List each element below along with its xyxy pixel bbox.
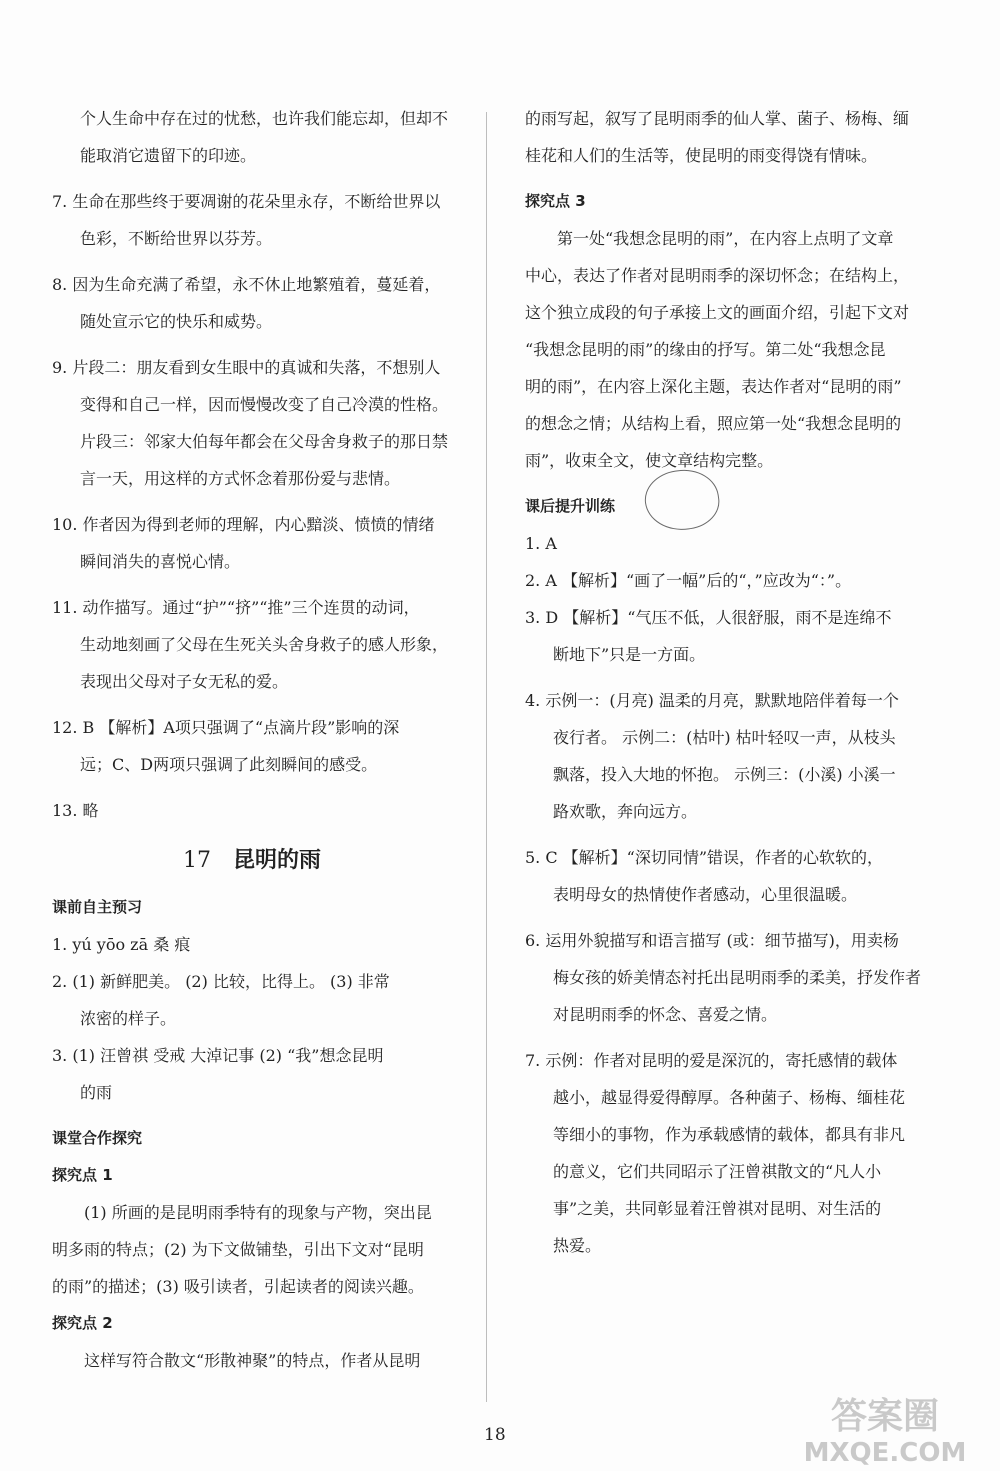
answer-item-13 xyxy=(52,792,452,829)
text-line: 的雨 xyxy=(80,1083,113,1102)
text-line: 变得和自己一样，因而慢慢改变了自己冷漠的性格。 xyxy=(80,395,449,414)
probe-title-3: 探究点 3 xyxy=(525,192,586,210)
chapter-title: 昆明的雨 xyxy=(232,848,321,873)
text-line: 中心，表达了作者对昆明雨季的深切怀念；在结构上， xyxy=(525,266,910,285)
answer-item-11 xyxy=(52,589,452,700)
text-line: 桂花和人们的生活等，使昆明的雨变得饶有情味。 xyxy=(525,146,878,165)
probe-1-text xyxy=(52,1194,452,1305)
chapter-heading xyxy=(52,837,452,885)
right-column xyxy=(525,100,925,1264)
section-title-classroom: 课堂合作探究 xyxy=(52,1129,143,1147)
text-line: 8. 因为生命充满了希望，永不休止地繁殖着，蔓延着， xyxy=(52,275,441,294)
text-line: 的雨”的描述；(3) 吸引读者，引起读者的阅读兴趣。 xyxy=(52,1277,424,1296)
chapter-number: 17 xyxy=(182,848,211,873)
left-top-lines xyxy=(52,100,452,174)
left-column xyxy=(52,100,452,1379)
text-line: 2. (1) 新鲜肥美。 (2) 比较，比得上。 (3) 非常 xyxy=(52,972,390,991)
text-line: 色彩，不断给世界以芬芳。 xyxy=(80,229,273,248)
text-line: (1) 所画的是昆明雨季特有的现象与产物，突出昆 xyxy=(84,1203,432,1222)
text-line: 远；C、D两项只强调了此刻瞬间的感受。 xyxy=(80,755,378,774)
text-line: 雨”，收束全文，使文章结构完整。 xyxy=(525,451,774,470)
text-line: 飘落，投入大地的怀抱。 示例三：(小溪) 小溪一 xyxy=(553,765,896,784)
training-item-3 xyxy=(525,599,925,673)
text-line: 夜行者。 示例二：(枯叶) 枯叶轻叹一声，从枝头 xyxy=(553,728,896,747)
text-line: 热爱。 xyxy=(553,1236,602,1255)
answer-item-10 xyxy=(52,506,452,580)
text-line: 越小，越显得爱得醇厚。各种菌子、杨梅、缅桂花 xyxy=(553,1088,906,1107)
answer-item-7 xyxy=(52,183,452,257)
page-number: 18 xyxy=(484,1425,506,1445)
text-line: 7. 生命在那些终于要凋谢的花朵里永存，不断给世界以 xyxy=(52,192,441,211)
section-title-after-class: 课后提升训练 xyxy=(525,497,616,515)
text-line: 这个独立成段的句子承接上文的画面介绍，引起下文对 xyxy=(525,303,910,322)
text-line: 明的雨”，在内容上深化主题，表达作者对“昆明的雨” xyxy=(525,377,902,396)
text-line: 1. A xyxy=(525,534,557,553)
text-line: 断地下”只是一方面。 xyxy=(553,645,706,664)
text-line: 事”之美，共同彰显着汪曾祺对昆明、对生活的 xyxy=(553,1199,882,1218)
text-line: 的雨写起，叙写了昆明雨季的仙人掌、菌子、杨梅、缅 xyxy=(525,109,910,128)
text-line: 12. B 【解析】A项只强调了“点滴片段”影响的深 xyxy=(52,718,400,737)
probe-title-1: 探究点 1 xyxy=(52,1166,113,1184)
training-item-1 xyxy=(525,525,925,562)
watermark-top-text: 答案圈 xyxy=(830,1396,939,1437)
training-item-5 xyxy=(525,839,925,913)
text-line: 的意义，它们共同昭示了汪曾祺散文的“凡人小 xyxy=(553,1162,882,1181)
text-line: 对昆明雨季的怀念、喜爱之情。 xyxy=(553,1005,778,1024)
preview-item-3 xyxy=(52,1037,452,1111)
text-line: 2. A 【解析】“画了一幅”后的“，”应改为“：”。 xyxy=(525,571,852,590)
answer-item-8 xyxy=(52,266,452,340)
text-line: 明多雨的特点；(2) 为下文做铺垫，引出下文对“昆明 xyxy=(52,1240,424,1259)
text-line: 梅女孩的娇美情态衬托出昆明雨季的柔美，抒发作者 xyxy=(553,968,922,987)
text-line: 的想念之情；从结构上看，照应第一处“我想念昆明的 xyxy=(525,414,902,433)
training-item-7 xyxy=(525,1042,925,1264)
text-line: 瞬间消失的喜悦心情。 xyxy=(80,552,241,571)
probe-title-2: 探究点 2 xyxy=(52,1314,113,1332)
text-line: 个人生命中存在过的忧愁，也许我们能忘却，但却不 xyxy=(80,109,449,128)
training-item-6 xyxy=(525,922,925,1033)
text-line: “我想念昆明的雨”的缘由的抒写。第二处“我想念昆 xyxy=(525,340,886,359)
text-line: 3. (1) 汪曾祺 受戒 大淖记事 (2) “我”想念昆明 xyxy=(52,1046,384,1065)
right-top-lines xyxy=(525,100,925,174)
text-line: 这样写符合散文“形散神聚”的特点，作者从昆明 xyxy=(84,1351,421,1370)
text-line: 6. 运用外貌描写和语言描写 (或：细节描写)，用卖杨 xyxy=(525,931,899,950)
column-divider xyxy=(486,112,487,1402)
answer-item-12 xyxy=(52,709,452,783)
text-line: 片段三：邻家大伯每年都会在父母舍身救子的那日禁 xyxy=(80,432,449,451)
text-line: 13. 略 xyxy=(52,801,99,820)
preview-item-1 xyxy=(52,926,452,963)
text-line: 言一天，用这样的方式怀念着那份爱与悲情。 xyxy=(80,469,401,488)
text-line: 生动地刻画了父母在生死关头舍身救子的感人形象， xyxy=(80,635,449,654)
text-line: 随处宣示它的快乐和威势。 xyxy=(80,312,273,331)
section-title-preview: 课前自主预习 xyxy=(52,898,143,916)
text-line: 浓密的样子。 xyxy=(80,1009,177,1028)
text-line: 1. yú yōo zā 桑 痕 xyxy=(52,935,191,954)
text-line: 4. 示例一：(月亮) 温柔的月亮，默默地陪伴着每一个 xyxy=(525,691,899,710)
text-line: 表明母女的热情使作者感动，心里很温暖。 xyxy=(553,885,858,904)
preview-item-2 xyxy=(52,963,452,1037)
text-line: 9. 片段二：朋友看到女生眼中的真诚和失落，不想别人 xyxy=(52,358,441,377)
watermark-bottom-text: MXQE.COM xyxy=(803,1438,967,1468)
training-item-2 xyxy=(525,562,925,599)
text-line: 7. 示例：作者对昆明的爱是深沉的，寄托感情的载体 xyxy=(525,1051,898,1070)
text-line: 路欢歌，奔向远方。 xyxy=(553,802,698,821)
text-line: 能取消它遗留下的印迹。 xyxy=(80,146,257,165)
probe-3-text xyxy=(525,220,925,479)
text-line: 3. D 【解析】“气压不低，人很舒服，雨不是连绵不 xyxy=(525,608,892,627)
section-title-row xyxy=(525,488,925,525)
watermark-logo xyxy=(785,1395,985,1468)
text-line: 表现出父母对子女无私的爱。 xyxy=(80,672,289,691)
text-line: 11. 动作描写。通过“护”“挤”“推”三个连贯的动词， xyxy=(52,598,420,617)
text-line: 5. C 【解析】“深切同情”错误，作者的心软软的， xyxy=(525,848,884,867)
text-line: 等细小的事物，作为承载感情的载体，都具有非凡 xyxy=(553,1125,906,1144)
training-item-4 xyxy=(525,682,925,830)
answer-item-9 xyxy=(52,349,452,497)
text-line: 第一处“我想念昆明的雨”，在内容上点明了文章 xyxy=(557,229,894,248)
probe-2-text xyxy=(52,1342,452,1379)
text-line: 10. 作者因为得到老师的理解，内心黯淡、愤愤的情绪 xyxy=(52,515,435,534)
